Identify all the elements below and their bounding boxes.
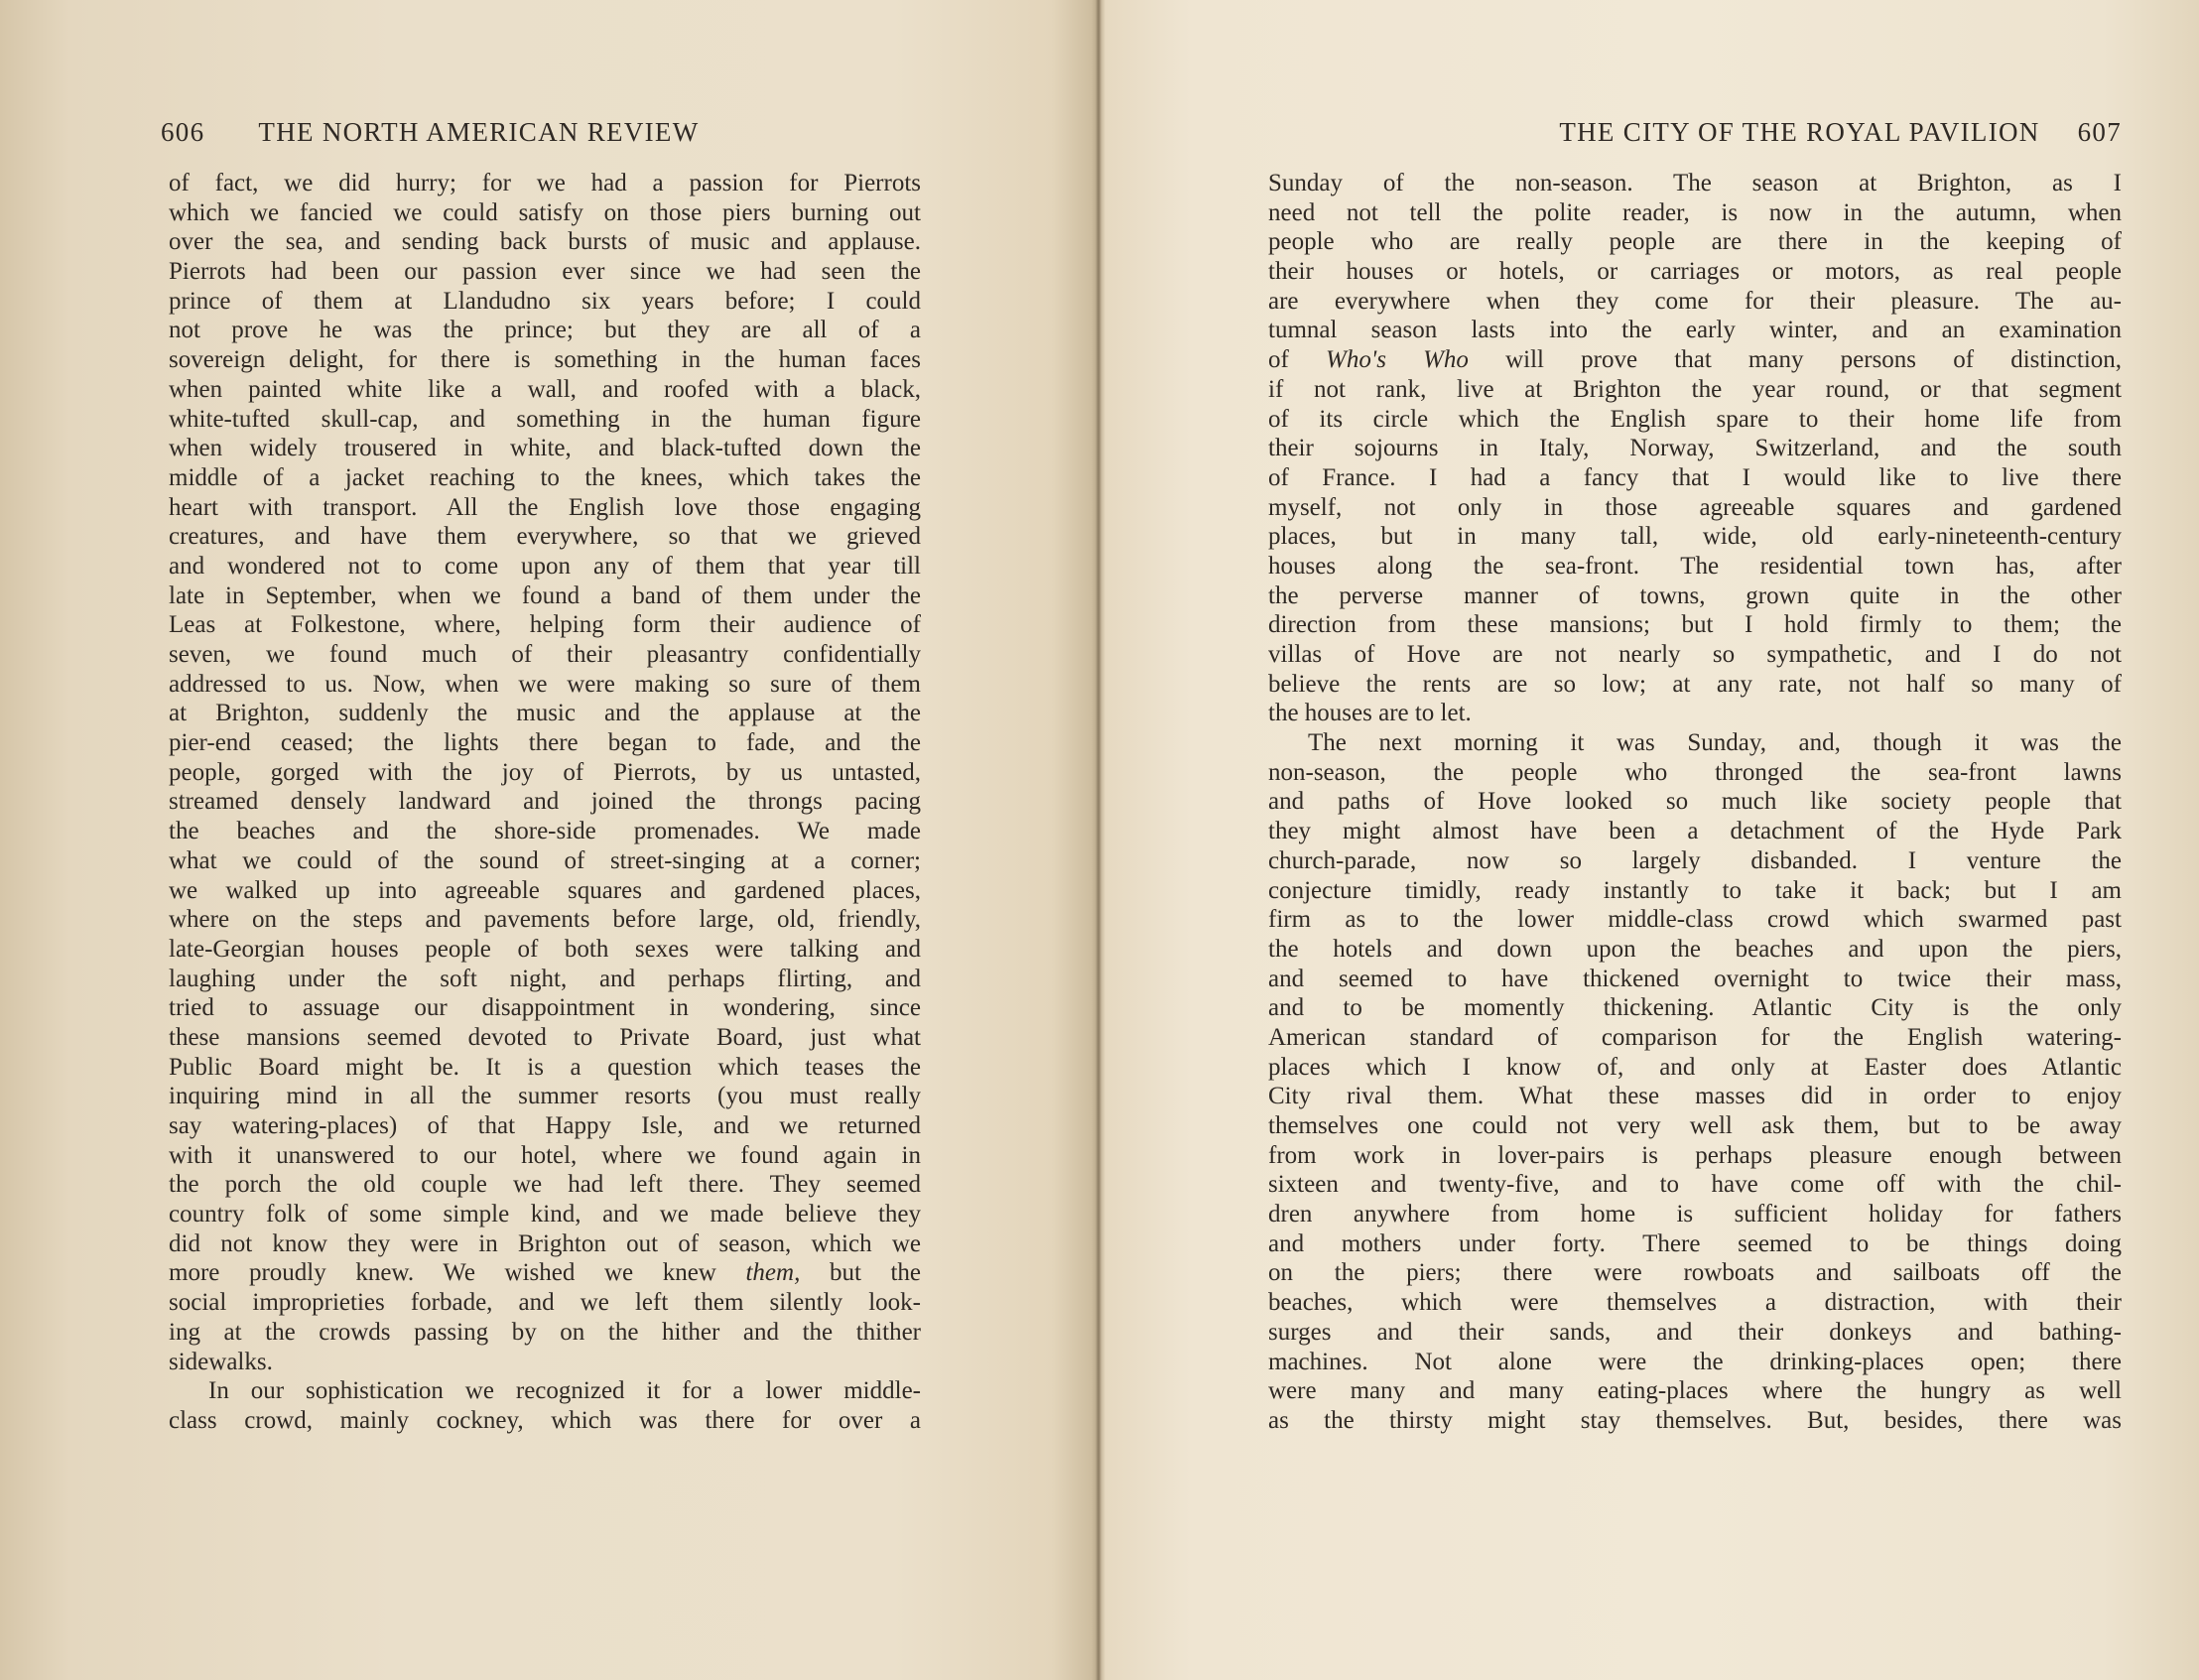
text-line: the hotels and down upon the beaches and upon the piers, [1268,935,2122,963]
text-line: places which I know of, and only at Easter does Atlantic [1268,1053,2122,1081]
text-line [1268,345,2122,375]
text-line: and wondered not to come upon any of them that year till [169,552,921,580]
text-line: dren anywhere from home is sufficient holiday for fathers [1268,1201,2122,1228]
text-line: conjecture timidly, ready instantly to take it back; but I am [1268,876,2122,904]
text-line: of France. I had a fancy that I would like to live there [1268,463,2122,491]
text-line: the porch the old couple we had left there. They seemed [169,1171,921,1199]
text-line: the beaches and the shore-side promenades. We made [169,818,921,845]
text-line [169,1258,921,1288]
text-line: creatures, and have them everywhere, so that we grieved [169,523,921,551]
text-line: seven, we found much of their pleasantry confidentially [169,641,921,668]
text-line: of fact, we did hurry; for we had a passion for Pierrots [169,170,921,196]
text-line: firm as to the lower middle-class crowd which swarmed past [1268,906,2122,934]
text-segment: but the [829,1259,922,1287]
text-line: American standard of comparison for the English watering- [1268,1023,2122,1051]
text-line: sovereign delight, for there is something in the human faces [169,346,921,374]
text-line: and paths of Hove looked so much like society people that [1268,788,2122,816]
text-line: when painted white like a wall, and roofed with a black, [169,375,921,403]
text-line: The next morning it was Sunday, and, though it was the [1308,729,2122,757]
text-line: ing at the crowds passing by on the hither and the thither [169,1318,921,1346]
left-text-block [169,169,921,1436]
text-line: from work in lover-pairs is perhaps pleasure enough between [1268,1141,2122,1169]
text-line: and to be momently thickening. Atlantic City is the only [1268,994,2122,1022]
text-line: not prove he was the prince; but they are all of a [169,317,921,344]
text-line: church-parade, now so largely disbanded. I venture the [1268,846,2122,874]
text-line: laughing under the soft night, and perhaps flirting, and [169,965,921,992]
text-line: inquiring mind in all the summer resorts (you must really [169,1083,921,1110]
text-line: pier-end ceased; the lights there began to fade, and the [169,729,921,757]
text-line: on the piers; there were rowboats and sailboats off the [1268,1259,2122,1287]
text-line: sixteen and twenty-five, and to have come off with the chil- [1268,1171,2122,1199]
text-line: direction from these mansions; but I hold firmly to them; the [1268,611,2122,639]
text-line: houses along the sea-front. The residential town has, after [1268,552,2122,580]
text-line: Leas at Folkestone, where, helping form their audience of [169,611,921,639]
text-segment: more proudly knew. We wished we knew [169,1259,716,1287]
text-line: with it unanswered to our hotel, where we found again in [169,1141,921,1169]
text-line: country folk of some simple kind, and we made believe they [169,1201,921,1228]
left-running-title: THE NORTH AMERICAN REVIEW [258,117,700,147]
text-line: Pierrots had been our passion ever since we had seen the [169,258,921,286]
text-line: Public Board might be. It is a question which teases the [169,1053,921,1081]
text-line: did not know they were in Brighton out of season, which we [169,1229,921,1257]
text-line: which we fancied we could satisfy on those piers burning out [169,198,921,226]
right-running-title: THE CITY OF THE ROYAL PAVILION [1559,117,2040,147]
text-line: their houses or hotels, or carriages or motors, as real people [1268,258,2122,286]
text-line: late in September, when we found a band of them under the [169,582,921,609]
text-line: non-season, the people who thronged the sea-front lawns [1268,758,2122,786]
text-line: and seemed to have thickened overnight to twice their mass, [1268,965,2122,992]
text-line: addressed to us. Now, when we were making so sure of them [169,670,921,698]
text-line: tried to assuage our disappointment in wondering, since [169,994,921,1022]
left-running-head [161,117,925,157]
text-line: themselves one could not very well ask them, but to be away [1268,1112,2122,1139]
right-page-number: 607 [2077,117,2122,147]
text-line: late-Georgian houses people of both sexes were talking and [169,935,921,963]
text-segment: of [1268,346,1289,374]
text-line: prince of them at Llandudno six years before; I could [169,287,921,315]
text-line: when widely trousered in white, and black-tufted down the [169,435,921,462]
text-line: myself, not only in those agreeable squares and gardened [1268,493,2122,521]
italic-text-segment: them, [745,1259,801,1287]
text-line: Sunday of the non-season. The season at Brighton, as I [1268,170,2122,196]
text-line: need not tell the polite reader, is now in the autumn, when [1268,198,2122,226]
text-line: believe the rents are so low; at any rate, not half so many of [1268,670,2122,698]
text-line: if not rank, live at Brighton the year round, or that segment [1268,375,2122,403]
text-line: over the sea, and sending back bursts of music and applause. [169,228,921,256]
text-line: they might almost have been a detachment of the Hyde Park [1268,818,2122,845]
text-line: social improprieties forbade, and we left them silently look- [169,1289,921,1317]
text-line: villas of Hove are not nearly so sympathetic, and I do not [1268,641,2122,668]
text-line: people who are really people are there in the keeping of [1268,228,2122,256]
text-line: what we could of the sound of street-singing at a corner; [169,846,921,874]
text-line: and mothers under forty. There seemed to be things doing [1268,1229,2122,1257]
text-line: these mansions seemed devoted to Private Board, just what [169,1023,921,1051]
text-line: at Brighton, suddenly the music and the applause at the [169,700,921,727]
text-line: class crowd, mainly cockney, which was there for over a [169,1406,921,1434]
right-text-block [1268,169,2122,1436]
text-line: their sojourns in Italy, Norway, Switzerland, and the south [1268,435,2122,462]
italic-text-segment: Who's Who [1326,346,1469,374]
text-line: machines. Not alone were the drinking-places open; there [1268,1348,2122,1375]
text-line: heart with transport. All the English love those engaging [169,493,921,521]
text-line: In our sophistication we recognized it for a lower middle- [208,1377,921,1405]
text-line: people, gorged with the joy of Pierrots, by us untasted, [169,758,921,786]
text-line: surges and their sands, and their donkeys and bathing- [1268,1318,2122,1346]
text-line: City rival them. What these masses did in order to enjoy [1268,1083,2122,1110]
left-page-number: 606 [161,117,205,147]
text-line: the perverse manner of towns, grown quite in the other [1268,582,2122,609]
text-line: say watering-places) of that Happy Isle, and we returned [169,1112,921,1139]
right-page [1101,0,2199,1680]
left-page [0,0,1096,1680]
text-line: middle of a jacket reaching to the knees, which takes the [169,463,921,491]
text-line: sidewalks. [169,1348,273,1375]
text-line: were many and many eating-places where the hungry as well [1268,1377,2122,1405]
text-line: where on the steps and pavements before large, old, friendly, [169,906,921,934]
text-line: white-tufted skull-cap, and something in the human figure [169,405,921,433]
text-line: we walked up into agreeable squares and gardened places, [169,876,921,904]
text-segment: will prove that many persons of distinction, [1505,346,2123,374]
text-line: streamed densely landward and joined the throngs pacing [169,788,921,816]
text-line: tumnal season lasts into the early winter, and an examination [1268,317,2122,344]
right-running-head [1346,117,2122,157]
text-line: as the thirsty might stay themselves. But, besides, there was [1268,1406,2122,1434]
text-line: are everywhere when they come for their pleasure. The au- [1268,287,2122,315]
text-line: of its circle which the English spare to their home life from [1268,405,2122,433]
text-line: beaches, which were themselves a distraction, with their [1268,1289,2122,1317]
text-line: places, but in many tall, wide, old early-nineteenth-century [1268,523,2122,551]
text-line: the houses are to let. [1268,700,1472,727]
